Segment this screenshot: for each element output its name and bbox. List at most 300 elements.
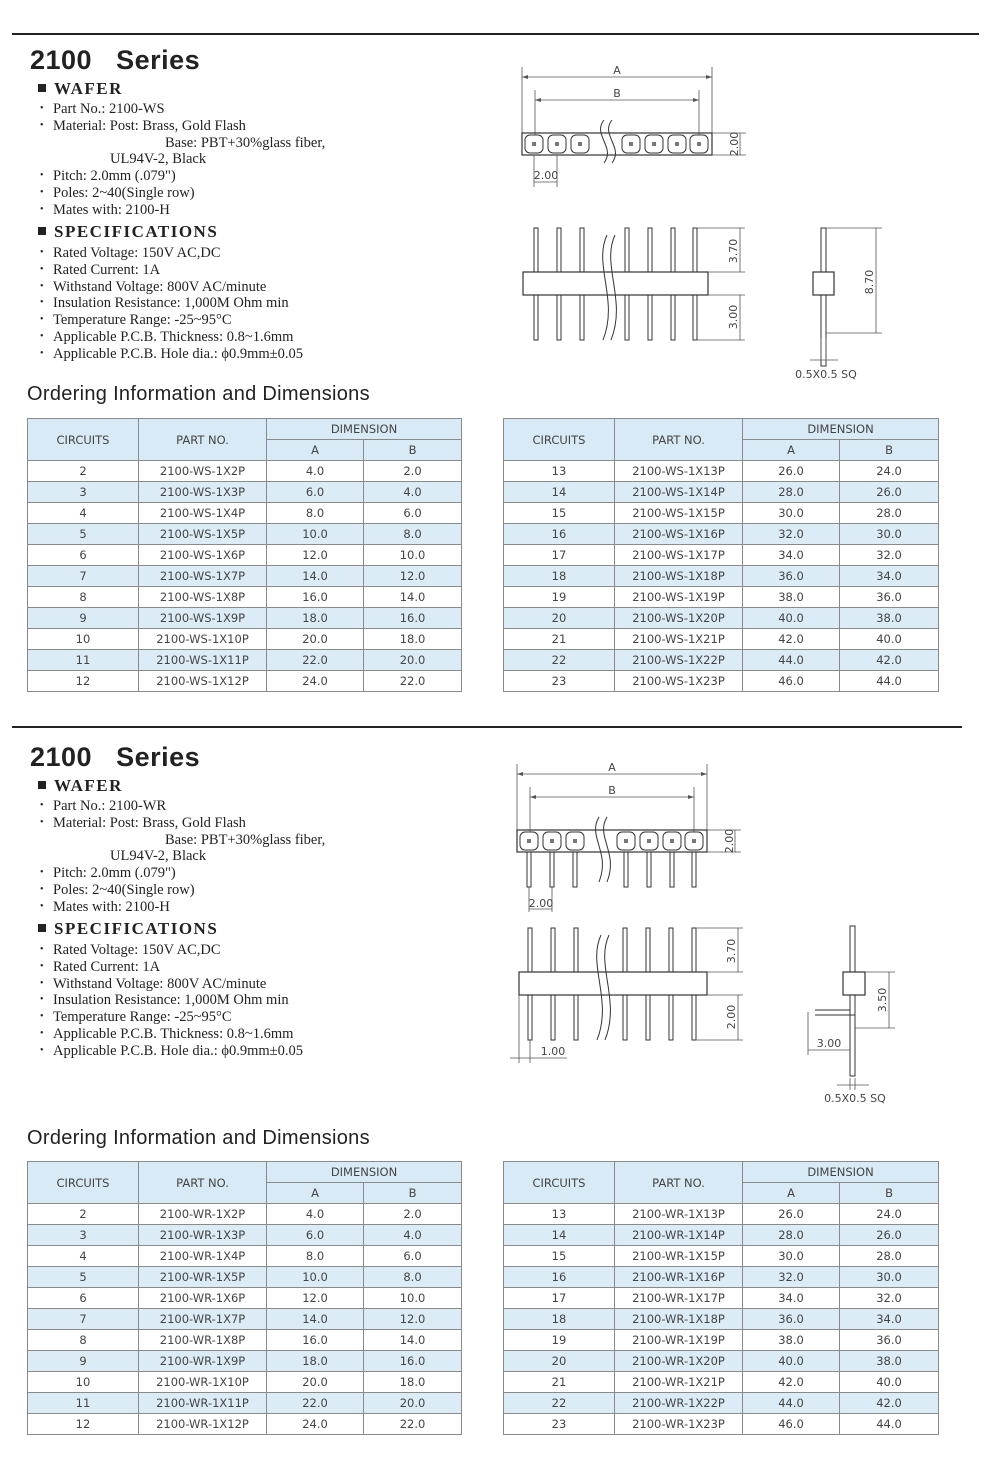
part-no-cell: 2100-WS-1X13P [615, 461, 743, 482]
part-no-cell: 2100-WR-1X5P [139, 1267, 267, 1288]
wafer-list-item: Base: PBT+30%glass fiber, [165, 831, 326, 848]
ordering-table-left [27, 418, 462, 692]
dimension-a-cell: 40.0 [743, 1351, 840, 1372]
circuits-cell: 2 [28, 461, 139, 482]
dimension-b-cell: 32.0 [840, 1288, 939, 1309]
circuits-cell: 6 [28, 1288, 139, 1309]
circuits-cell: 12 [28, 1414, 139, 1435]
table-row [28, 629, 462, 650]
circuits-cell: 21 [504, 1372, 615, 1393]
part-no-cell: 2100-WR-1X6P [139, 1288, 267, 1309]
part-no-cell: 2100-WR-1X20P [615, 1351, 743, 1372]
part-no-cell: 2100-WR-1X19P [615, 1330, 743, 1351]
part-no-cell: 2100-WR-1X12P [139, 1414, 267, 1435]
table-row [504, 566, 939, 587]
dimension-a-cell: 36.0 [743, 566, 840, 587]
circuits-cell: 18 [504, 1309, 615, 1330]
table-row [28, 1288, 462, 1309]
circuits-cell: 9 [28, 608, 139, 629]
table-row [504, 1393, 939, 1414]
square-bullet-icon [38, 227, 46, 235]
dimension-b-cell: 44.0 [840, 1414, 939, 1435]
dimension-a-cell: 38.0 [743, 587, 840, 608]
wafer-side-view-drawing [795, 920, 915, 1110]
wafer-list-item: • Part No.: 2100-WR [38, 798, 325, 815]
dimension-b-cell: 26.0 [840, 482, 939, 503]
table-row [28, 1267, 462, 1288]
circuits-header: CIRCUITS [28, 419, 139, 461]
dimension-b-cell: 42.0 [840, 1393, 939, 1414]
wafer-list-item: • Pitch: 2.0mm (.079") [38, 865, 325, 882]
part-no-cell: 2100-WR-1X8P [139, 1330, 267, 1351]
wafer-front-view-drawing [505, 920, 750, 1065]
dimension-b-cell: 6.0 [364, 503, 462, 524]
ordering-title: Ordering Information and Dimensions [27, 1127, 370, 1149]
part-no-cell: 2100-WS-1X21P [615, 629, 743, 650]
part-no-cell: 2100-WR-1X7P [139, 1309, 267, 1330]
offset-dimension-label: 1.00 [540, 1045, 566, 1058]
dimension-a-cell: 4.0 [267, 461, 364, 482]
specification-item: • Rated Current: 1A [38, 959, 303, 976]
specification-item: • Rated Voltage: 150V AC,DC [38, 245, 303, 262]
part-no-cell: 2100-WS-1X18P [615, 566, 743, 587]
table-row [28, 1330, 462, 1351]
dimension-a-cell: 8.0 [267, 1246, 364, 1267]
part-no-cell: 2100-WR-1X13P [615, 1204, 743, 1225]
ordering-table-right [503, 418, 939, 692]
circuits-cell: 9 [28, 1351, 139, 1372]
table-row [504, 1288, 939, 1309]
part-no-cell: 2100-WS-1X10P [139, 629, 267, 650]
dimension-b-cell: 30.0 [840, 524, 939, 545]
circuits-cell: 20 [504, 608, 615, 629]
table-row [28, 1204, 462, 1225]
wafer-list-item: • Material: Post: Brass, Gold Flash [38, 815, 325, 832]
table-row [504, 1351, 939, 1372]
table-row [28, 461, 462, 482]
part-no-cell: 2100-WS-1X15P [615, 503, 743, 524]
wafer-list-item: • Part No.: 2100-WS [38, 101, 325, 118]
wafer-list [38, 798, 325, 916]
dimension-a-cell: 26.0 [743, 1204, 840, 1225]
table-row [28, 1309, 462, 1330]
table-row [504, 503, 939, 524]
dimension-b-cell: 22.0 [364, 671, 462, 692]
specification-item: • Applicable P.C.B. Hole dia.: ϕ0.9mm±0.05 [38, 346, 303, 363]
table-row [28, 1393, 462, 1414]
dimension-b-header: B [840, 440, 939, 461]
part-no-cell: 2100-WS-1X16P [615, 524, 743, 545]
dimension-b-cell: 20.0 [364, 650, 462, 671]
part-no-cell: 2100-WS-1X9P [139, 608, 267, 629]
part-no-cell: 2100-WS-1X14P [615, 482, 743, 503]
table-row [28, 482, 462, 503]
part-no-cell: 2100-WS-1X2P [139, 461, 267, 482]
dimension-b-cell: 10.0 [364, 1288, 462, 1309]
dimension-b-cell: 12.0 [364, 1309, 462, 1330]
part-no-cell: 2100-WR-1X9P [139, 1351, 267, 1372]
dimension-b-cell: 38.0 [840, 1351, 939, 1372]
wafer-heading-text: WAFER [54, 776, 123, 795]
wafer-list-item: • Poles: 2~40(Single row) [38, 882, 325, 899]
circuits-cell: 6 [28, 545, 139, 566]
dimension-header: DIMENSION [743, 1162, 939, 1183]
circuits-cell: 7 [28, 1309, 139, 1330]
circuits-cell: 22 [504, 650, 615, 671]
table-row [28, 1351, 462, 1372]
specifications-list [38, 245, 303, 363]
dimension-a-cell: 44.0 [743, 1393, 840, 1414]
part-no-cell: 2100-WR-1X16P [615, 1267, 743, 1288]
lower-pin-length-label: 2.00 [725, 1004, 738, 1030]
dimension-a-cell: 24.0 [267, 1414, 364, 1435]
specifications-heading-text: SPECIFICATIONS [54, 222, 219, 241]
table-row [504, 1225, 939, 1246]
circuits-cell: 5 [28, 524, 139, 545]
table-row [504, 1204, 939, 1225]
circuits-cell: 4 [28, 503, 139, 524]
dimension-b-cell: 36.0 [840, 587, 939, 608]
circuits-cell: 13 [504, 1204, 615, 1225]
circuits-cell: 17 [504, 1288, 615, 1309]
specification-item: • Temperature Range: -25~95°C [38, 1009, 303, 1026]
part-no-cell: 2100-WR-1X15P [615, 1246, 743, 1267]
dimension-a-cell: 34.0 [743, 1288, 840, 1309]
dimension-a-cell: 6.0 [267, 1225, 364, 1246]
part-no-cell: 2100-WS-1X6P [139, 545, 267, 566]
dimension-a-cell: 20.0 [267, 1372, 364, 1393]
table-row [28, 1225, 462, 1246]
dimension-a-header: A [743, 1183, 840, 1204]
pitch-dimension-label: 2.00 [533, 169, 559, 182]
dimension-b-cell: 30.0 [840, 1267, 939, 1288]
specification-item: • Applicable P.C.B. Hole dia.: ϕ0.9mm±0.05 [38, 1043, 303, 1060]
dimension-a-cell: 32.0 [743, 1267, 840, 1288]
circuits-cell: 5 [28, 1267, 139, 1288]
dimension-b-cell: 20.0 [364, 1393, 462, 1414]
dimension-a-cell: 42.0 [743, 1372, 840, 1393]
dimension-b-cell: 2.0 [364, 1204, 462, 1225]
circuits-cell: 10 [28, 1372, 139, 1393]
dimension-a-cell: 14.0 [267, 566, 364, 587]
upper-pin-length-label: 3.70 [727, 238, 740, 264]
dimension-a-label: A [608, 761, 616, 774]
table-row [504, 524, 939, 545]
height-dimension-label: 2.00 [728, 131, 741, 157]
dimension-a-cell: 4.0 [267, 1204, 364, 1225]
circuits-cell: 3 [28, 1225, 139, 1246]
circuits-cell: 3 [28, 482, 139, 503]
dimension-a-cell: 16.0 [267, 587, 364, 608]
dimension-a-cell: 46.0 [743, 671, 840, 692]
dimension-a-label: A [613, 64, 621, 77]
square-bullet-icon [38, 924, 46, 932]
part-no-header: PART NO. [615, 1162, 743, 1204]
ordering-title: Ordering Information and Dimensions [27, 383, 370, 405]
dimension-a-cell: 22.0 [267, 1393, 364, 1414]
dimension-a-cell: 16.0 [267, 1330, 364, 1351]
part-no-cell: 2100-WS-1X19P [615, 587, 743, 608]
dimension-b-cell: 40.0 [840, 629, 939, 650]
dimension-a-cell: 28.0 [743, 482, 840, 503]
table-row [504, 461, 939, 482]
dimension-b-cell: 28.0 [840, 503, 939, 524]
circuits-cell: 23 [504, 1414, 615, 1435]
circuits-cell: 8 [28, 587, 139, 608]
specifications-heading [38, 919, 218, 939]
wafer-list-item: • Mates with: 2100-H [38, 899, 325, 916]
circuits-cell: 15 [504, 1246, 615, 1267]
dimension-b-cell: 12.0 [364, 566, 462, 587]
dimension-a-cell: 42.0 [743, 629, 840, 650]
part-no-cell: 2100-WR-1X18P [615, 1309, 743, 1330]
circuits-cell: 23 [504, 671, 615, 692]
side-height-label: 3.50 [876, 987, 889, 1013]
table-row [28, 650, 462, 671]
wafer-heading-text: WAFER [54, 79, 123, 98]
table-row [504, 482, 939, 503]
circuits-cell: 19 [504, 587, 615, 608]
dimension-a-cell: 18.0 [267, 1351, 364, 1372]
part-no-cell: 2100-WS-1X5P [139, 524, 267, 545]
part-no-cell: 2100-WR-1X14P [615, 1225, 743, 1246]
circuits-header: CIRCUITS [504, 1162, 615, 1204]
series-number: 2100 [30, 742, 93, 772]
dimension-b-cell: 34.0 [840, 1309, 939, 1330]
dimension-header: DIMENSION [267, 1162, 462, 1183]
dimension-a-cell: 30.0 [743, 503, 840, 524]
dimension-b-header: B [364, 440, 462, 461]
circuits-cell: 7 [28, 566, 139, 587]
dimension-a-cell: 44.0 [743, 650, 840, 671]
dimension-a-header: A [267, 1183, 364, 1204]
circuits-cell: 15 [504, 503, 615, 524]
circuits-cell: 16 [504, 524, 615, 545]
table-row [504, 1309, 939, 1330]
dimension-b-cell: 8.0 [364, 1267, 462, 1288]
dimension-b-cell: 16.0 [364, 608, 462, 629]
circuits-cell: 10 [28, 629, 139, 650]
dimension-b-label: B [608, 784, 616, 797]
pin-size-label: 0.5X0.5 SQ [824, 1092, 886, 1105]
circuits-cell: 13 [504, 461, 615, 482]
top-divider [12, 33, 979, 35]
dimension-b-header: B [364, 1183, 462, 1204]
dimension-a-cell: 30.0 [743, 1246, 840, 1267]
circuits-cell: 8 [28, 1330, 139, 1351]
upper-pin-length-label: 3.70 [725, 938, 738, 964]
wafer-list-item: • Poles: 2~40(Single row) [38, 185, 325, 202]
dimension-b-cell: 4.0 [364, 1225, 462, 1246]
circuits-cell: 14 [504, 1225, 615, 1246]
dimension-header: DIMENSION [743, 419, 939, 440]
part-no-cell: 2100-WR-1X4P [139, 1246, 267, 1267]
side-width-label: 3.00 [816, 1037, 842, 1050]
part-no-cell: 2100-WR-1X2P [139, 1204, 267, 1225]
dimension-b-cell: 18.0 [364, 1372, 462, 1393]
specifications-heading [38, 222, 218, 242]
dimension-b-cell: 24.0 [840, 1204, 939, 1225]
table-row [504, 1267, 939, 1288]
specification-item: • Insulation Resistance: 1,000M Ohm min [38, 992, 303, 1009]
wafer-top-view-drawing [495, 752, 755, 917]
table-row [504, 1372, 939, 1393]
table-row [504, 650, 939, 671]
dimension-b-cell: 26.0 [840, 1225, 939, 1246]
dimension-b-cell: 6.0 [364, 1246, 462, 1267]
dimension-a-cell: 12.0 [267, 545, 364, 566]
dimension-b-cell: 36.0 [840, 1330, 939, 1351]
part-no-cell: 2100-WR-1X17P [615, 1288, 743, 1309]
lower-pin-length-label: 3.00 [727, 304, 740, 330]
wafer-side-view-drawing [790, 220, 900, 385]
dimension-b-cell: 32.0 [840, 545, 939, 566]
dimension-a-cell: 26.0 [743, 461, 840, 482]
part-no-cell: 2100-WS-1X7P [139, 566, 267, 587]
wafer-list-item: Base: PBT+30%glass fiber, [165, 134, 326, 151]
circuits-cell: 21 [504, 629, 615, 650]
dimension-a-cell: 36.0 [743, 1309, 840, 1330]
table-row [28, 1246, 462, 1267]
wafer-heading [38, 776, 123, 796]
dimension-b-cell: 4.0 [364, 482, 462, 503]
dimension-b-cell: 8.0 [364, 524, 462, 545]
table-row [28, 587, 462, 608]
part-no-cell: 2100-WR-1X23P [615, 1414, 743, 1435]
part-no-cell: 2100-WS-1X11P [139, 650, 267, 671]
dimension-a-cell: 14.0 [267, 1309, 364, 1330]
dimension-b-cell: 24.0 [840, 461, 939, 482]
dimension-a-header: A [743, 440, 840, 461]
dimension-b-cell: 16.0 [364, 1351, 462, 1372]
dimension-a-cell: 22.0 [267, 650, 364, 671]
circuits-cell: 14 [504, 482, 615, 503]
wafer-list-item: • Pitch: 2.0mm (.079") [38, 168, 325, 185]
table-row [504, 671, 939, 692]
dimension-b-cell: 44.0 [840, 671, 939, 692]
dimension-a-cell: 20.0 [267, 629, 364, 650]
table-row [28, 608, 462, 629]
dimension-a-cell: 40.0 [743, 608, 840, 629]
part-no-cell: 2100-WS-1X12P [139, 671, 267, 692]
dimension-b-cell: 2.0 [364, 461, 462, 482]
table-row [504, 629, 939, 650]
part-no-cell: 2100-WS-1X20P [615, 608, 743, 629]
dimension-b-cell: 38.0 [840, 608, 939, 629]
dimension-b-label: B [613, 87, 621, 100]
dimension-b-cell: 18.0 [364, 629, 462, 650]
dimension-header: DIMENSION [267, 419, 462, 440]
part-no-header: PART NO. [139, 1162, 267, 1204]
part-no-cell: 2100-WR-1X21P [615, 1372, 743, 1393]
part-no-cell: 2100-WR-1X11P [139, 1393, 267, 1414]
series-word: Series [116, 45, 201, 75]
table-row [28, 545, 462, 566]
height-dimension-label: 2.00 [723, 828, 736, 854]
wafer-list-item: • Mates with: 2100-H [38, 202, 325, 219]
dimension-a-cell: 34.0 [743, 545, 840, 566]
specification-item: • Rated Voltage: 150V AC,DC [38, 942, 303, 959]
circuits-cell: 11 [28, 1393, 139, 1414]
dimension-b-cell: 10.0 [364, 545, 462, 566]
table-row [28, 1414, 462, 1435]
table-row [28, 1372, 462, 1393]
circuits-header: CIRCUITS [504, 419, 615, 461]
circuits-cell: 19 [504, 1330, 615, 1351]
dimension-a-cell: 12.0 [267, 1288, 364, 1309]
dimension-a-cell: 8.0 [267, 503, 364, 524]
wafer-list-item: UL94V-2, Black [110, 848, 207, 865]
dimension-a-cell: 46.0 [743, 1414, 840, 1435]
part-no-cell: 2100-WS-1X3P [139, 482, 267, 503]
circuits-cell: 18 [504, 566, 615, 587]
ordering-table-left [27, 1161, 462, 1435]
table-row [28, 566, 462, 587]
specification-item: • Insulation Resistance: 1,000M Ohm min [38, 295, 303, 312]
table-row [504, 545, 939, 566]
wafer-list-item: UL94V-2, Black [110, 151, 207, 168]
series-word: Series [116, 742, 201, 772]
circuits-cell: 2 [28, 1204, 139, 1225]
dimension-a-cell: 10.0 [267, 524, 364, 545]
specification-item: • Withstand Voltage: 800V AC/minute [38, 279, 303, 296]
table-row [28, 524, 462, 545]
specification-item: • Applicable P.C.B. Thickness: 0.8~1.6mm [38, 1026, 303, 1043]
dimension-b-cell: 22.0 [364, 1414, 462, 1435]
part-no-cell: 2100-WS-1X17P [615, 545, 743, 566]
series-title [30, 45, 200, 76]
dimension-a-cell: 10.0 [267, 1267, 364, 1288]
circuits-cell: 17 [504, 545, 615, 566]
specification-item: • Withstand Voltage: 800V AC/minute [38, 976, 303, 993]
specification-item: • Rated Current: 1A [38, 262, 303, 279]
wafer-front-view-drawing [515, 220, 755, 350]
dimension-b-cell: 42.0 [840, 650, 939, 671]
wafer-list-item: • Material: Post: Brass, Gold Flash [38, 118, 325, 135]
square-bullet-icon [38, 84, 46, 92]
dimension-a-cell: 18.0 [267, 608, 364, 629]
circuits-header: CIRCUITS [28, 1162, 139, 1204]
part-no-cell: 2100-WR-1X3P [139, 1225, 267, 1246]
specifications-heading-text: SPECIFICATIONS [54, 919, 219, 938]
part-no-cell: 2100-WS-1X4P [139, 503, 267, 524]
pin-size-label: 0.5X0.5 SQ [795, 368, 857, 381]
specifications-list [38, 942, 303, 1060]
table-row [28, 503, 462, 524]
circuits-cell: 12 [28, 671, 139, 692]
dimension-a-cell: 6.0 [267, 482, 364, 503]
series-number: 2100 [30, 45, 93, 75]
part-no-header: PART NO. [139, 419, 267, 461]
table-row [504, 1246, 939, 1267]
dimension-a-cell: 32.0 [743, 524, 840, 545]
table-row [28, 671, 462, 692]
part-no-cell: 2100-WS-1X22P [615, 650, 743, 671]
wafer-heading [38, 79, 123, 99]
table-row [504, 1414, 939, 1435]
ordering-table-right [503, 1161, 939, 1435]
circuits-cell: 16 [504, 1267, 615, 1288]
section-divider [12, 726, 962, 728]
specification-item: • Applicable P.C.B. Thickness: 0.8~1.6mm [38, 329, 303, 346]
dimension-b-cell: 28.0 [840, 1246, 939, 1267]
part-no-cell: 2100-WR-1X22P [615, 1393, 743, 1414]
dimension-b-cell: 40.0 [840, 1372, 939, 1393]
wafer-list [38, 101, 325, 219]
circuits-cell: 20 [504, 1351, 615, 1372]
circuits-cell: 11 [28, 650, 139, 671]
table-row [504, 1330, 939, 1351]
